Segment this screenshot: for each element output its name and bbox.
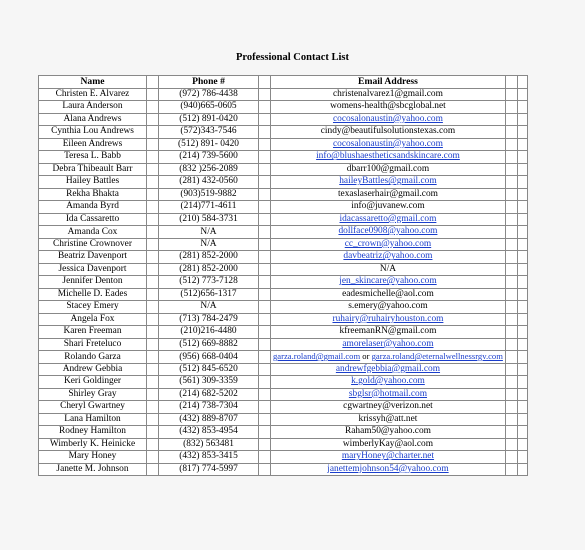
contact-name: Jessica Davenport [39, 263, 147, 276]
spacer-cell [517, 176, 527, 189]
email-text: dbarr100@gmail.com [346, 163, 430, 174]
spacer-cell [147, 188, 159, 201]
spacer-cell [259, 76, 271, 89]
spacer-cell [517, 326, 527, 339]
email-text: christenalvarez1@gmail.com [333, 88, 443, 99]
spacer-cell [147, 126, 159, 139]
contact-email[interactable] [271, 151, 506, 164]
table-row [39, 163, 528, 176]
spacer-cell [517, 338, 527, 351]
email-link[interactable]: janettemjohnson54@yahoo.com [327, 463, 449, 474]
table-row [39, 101, 528, 114]
table-row [39, 138, 528, 151]
contact-phone: (210) 584-3731 [159, 213, 259, 226]
spacer-cell [505, 376, 517, 389]
contact-phone: (512) 773-7128 [159, 276, 259, 289]
spacer-cell [147, 88, 159, 101]
spacer-cell [147, 226, 159, 239]
spacer-cell [147, 151, 159, 164]
spacer-cell [259, 351, 271, 364]
contact-email [271, 288, 506, 301]
email-text: info@juvanew.com [351, 201, 425, 212]
contact-name: Keri Goldinger [39, 376, 147, 389]
contact-name: Eileen Andrews [39, 138, 147, 151]
spacer-cell [505, 226, 517, 239]
table-row [39, 463, 528, 476]
contact-phone: (214)771-4611 [159, 201, 259, 214]
table-row [39, 276, 528, 289]
contact-email[interactable] [271, 313, 506, 326]
spacer-cell [517, 251, 527, 264]
spacer-cell [147, 101, 159, 114]
table-row [39, 363, 528, 376]
spacer-cell [505, 88, 517, 101]
header-email: Email Address [271, 76, 506, 89]
spacer-cell [147, 201, 159, 214]
spacer-cell [147, 401, 159, 414]
email-text: wimberlyKay@aol.com [342, 438, 434, 449]
contact-phone: (512) 845-6520 [159, 363, 259, 376]
spacer-cell [147, 276, 159, 289]
spacer-cell [259, 426, 271, 439]
contact-name: Rekha Bhakta [39, 188, 147, 201]
table-row [39, 251, 528, 264]
contact-phone: (817) 774-5997 [159, 463, 259, 476]
email-link[interactable]: sbglsr@hotmail.com [348, 388, 428, 399]
email-link[interactable]: davbeatriz@yahoo.com [343, 251, 433, 262]
contact-email[interactable] [271, 113, 506, 126]
contact-name: Laura Anderson [39, 101, 147, 114]
contact-name: Mary Honey [39, 451, 147, 464]
contact-phone: (432) 853-4954 [159, 426, 259, 439]
table-row [39, 313, 528, 326]
spacer-cell [505, 326, 517, 339]
email-link[interactable]: idacassaretto@gmail.com [339, 213, 437, 224]
or-separator: or [362, 351, 370, 361]
spacer-cell [259, 451, 271, 464]
spacer-cell [259, 213, 271, 226]
spacer-cell [147, 238, 159, 251]
contact-email[interactable] [271, 213, 506, 226]
table-row [39, 438, 528, 451]
spacer-cell [259, 101, 271, 114]
spacer-cell [147, 113, 159, 126]
contact-email [271, 263, 506, 276]
spacer-cell [517, 238, 527, 251]
spacer-cell [517, 376, 527, 389]
email-text: eadesmichelle@aol.com [342, 288, 434, 299]
contact-phone: (512)656-1317 [159, 288, 259, 301]
spacer-cell [259, 313, 271, 326]
spacer-cell [259, 238, 271, 251]
spacer-cell [259, 163, 271, 176]
contact-name: Amanda Byrd [39, 201, 147, 214]
spacer-cell [505, 138, 517, 151]
spacer-cell [259, 138, 271, 151]
contact-phone: (972) 786-4438 [159, 88, 259, 101]
spacer-cell [259, 438, 271, 451]
spacer-cell [147, 138, 159, 151]
contact-email [271, 413, 506, 426]
contact-phone: (281) 852-2000 [159, 263, 259, 276]
spacer-cell [505, 251, 517, 264]
contact-rows [39, 88, 528, 476]
email-link[interactable]: cocosalonaustin@yahoo.com [332, 113, 443, 124]
contact-email [271, 401, 506, 414]
contact-phone: N/A [159, 226, 259, 239]
contact-name: Stacey Emery [39, 301, 147, 314]
contact-phone: (214) 738-7304 [159, 401, 259, 414]
spacer-cell [505, 176, 517, 189]
contact-phone: (281) 432-0560 [159, 176, 259, 189]
contact-email[interactable] [271, 388, 506, 401]
spacer-cell [517, 426, 527, 439]
contact-phone: (956) 668-0404 [159, 351, 259, 364]
contact-phone: (512) 891- 0420 [159, 138, 259, 151]
contact-email[interactable] [271, 226, 506, 239]
spacer-cell [517, 188, 527, 201]
spacer-cell [517, 163, 527, 176]
table-row [39, 238, 528, 251]
spacer-cell [259, 113, 271, 126]
spacer-cell [259, 263, 271, 276]
contact-email[interactable] [271, 251, 506, 264]
contact-name: Rolando Garza [39, 351, 147, 364]
contact-phone: (832) 563481 [159, 438, 259, 451]
contact-phone: (572)343-7546 [159, 126, 259, 139]
spacer-cell [505, 426, 517, 439]
email-link[interactable]: cc_crown@yahoo.com [344, 238, 432, 249]
table-row [39, 263, 528, 276]
contact-name: Michelle D. Eades [39, 288, 147, 301]
contact-email[interactable] [271, 138, 506, 151]
contact-phone: (940)665-0605 [159, 101, 259, 114]
email-text: Raham50@yahoo.com [344, 426, 431, 437]
spacer-cell [517, 301, 527, 314]
spacer-cell [505, 401, 517, 414]
email-link[interactable]: andrewfgebbia@gmail.com [335, 363, 441, 374]
spacer-cell [517, 138, 527, 151]
contact-name: Lana Hamilton [39, 413, 147, 426]
email-text: womens-health@sbcglobal.net [330, 101, 446, 112]
email-link[interactable]: k.gold@yahoo.com [351, 376, 425, 387]
contact-name: Karen Freeman [39, 326, 147, 339]
contact-name: Janette M. Johnson [39, 463, 147, 476]
email-link[interactable]: dollface0908@yahoo.com [338, 226, 438, 236]
spacer-cell [259, 463, 271, 476]
spacer-cell [147, 463, 159, 476]
email-text: s.emery@yahoo.com [348, 301, 428, 312]
contact-email[interactable] [271, 276, 506, 289]
spacer-cell [517, 76, 527, 89]
contact-phone: (432) 889-8707 [159, 413, 259, 426]
email-text: cindy@beautifulsolutionstexas.com [320, 126, 456, 137]
spacer-cell [147, 288, 159, 301]
spacer-cell [505, 213, 517, 226]
spacer-cell [505, 338, 517, 351]
contact-email [271, 188, 506, 201]
email-link[interactable]: amorelaser@yahoo.com [342, 338, 434, 349]
spacer-cell [259, 338, 271, 351]
spacer-cell [505, 363, 517, 376]
spacer-cell [147, 351, 159, 364]
contact-name: Cheryl Gwartney [39, 401, 147, 414]
contact-name: Angela Fox [39, 313, 147, 326]
contact-phone: (214) 682-5202 [159, 388, 259, 401]
contact-name: Beatriz Davenport [39, 251, 147, 264]
contact-name: Amanda Cox [39, 226, 147, 239]
spacer-cell [147, 251, 159, 264]
contact-phone: N/A [159, 301, 259, 314]
spacer-cell [505, 301, 517, 314]
table-row [39, 451, 528, 464]
spacer-cell [259, 401, 271, 414]
contact-email[interactable] [271, 238, 506, 251]
contact-email[interactable] [271, 351, 506, 364]
contact-name: Hailey Battles [39, 176, 147, 189]
spacer-cell [517, 288, 527, 301]
contact-phone: (210)216-4480 [159, 326, 259, 339]
table-row [39, 176, 528, 189]
spacer-cell [517, 213, 527, 226]
spacer-cell [517, 88, 527, 101]
spacer-cell [517, 388, 527, 401]
spacer-cell [505, 151, 517, 164]
spacer-cell [505, 113, 517, 126]
email-link[interactable]: garza.roland@gmail.com [273, 351, 361, 361]
spacer-cell [259, 276, 271, 289]
table-row [39, 388, 528, 401]
contact-phone: (561) 309-3359 [159, 376, 259, 389]
contact-phone: (281) 852-2000 [159, 251, 259, 264]
spacer-cell [505, 313, 517, 326]
table-row [39, 326, 528, 339]
spacer-cell [505, 463, 517, 476]
contact-email [271, 326, 506, 339]
contact-name: Christen E. Alvarez [39, 88, 147, 101]
email-link[interactable]: info@blushaestheticsandskincare.com [316, 151, 460, 162]
email-text: krissyh@att.net [358, 413, 418, 424]
spacer-cell [517, 413, 527, 426]
spacer-cell [505, 388, 517, 401]
spacer-cell [259, 88, 271, 101]
spacer-cell [259, 388, 271, 401]
email-link[interactable]: cocosalonaustin@yahoo.com [332, 138, 443, 149]
spacer-cell [517, 113, 527, 126]
spacer-cell [259, 288, 271, 301]
spacer-cell [517, 201, 527, 214]
spacer-cell [505, 126, 517, 139]
table-row [39, 151, 528, 164]
contact-phone: (512) 891-0420 [159, 113, 259, 126]
spacer-cell [259, 413, 271, 426]
email-link[interactable]: garza.roland@eternalwellnessrgv.com [371, 351, 503, 361]
spacer-cell [147, 263, 159, 276]
contact-name: Wimberly K. Heinicke [39, 438, 147, 451]
email-text: kfreemanRN@gmail.com [339, 326, 437, 337]
contact-name: Shari Freteluco [39, 338, 147, 351]
table-row [39, 88, 528, 101]
contact-phone: (512) 669-8882 [159, 338, 259, 351]
contact-email[interactable] [271, 338, 506, 351]
spacer-cell [517, 101, 527, 114]
contact-email [271, 301, 506, 314]
spacer-cell [517, 438, 527, 451]
table-row [39, 401, 528, 414]
table-row [39, 201, 528, 214]
spacer-cell [147, 301, 159, 314]
spacer-cell [517, 451, 527, 464]
spacer-cell [517, 151, 527, 164]
table-row [39, 426, 528, 439]
spacer-cell [517, 351, 527, 364]
spacer-cell [505, 163, 517, 176]
spacer-cell [259, 126, 271, 139]
spacer-cell [505, 101, 517, 114]
page-title: Professional Contact List [236, 52, 349, 63]
contact-name: Andrew Gebbia [39, 363, 147, 376]
contact-email[interactable] [271, 451, 506, 464]
spacer-cell [147, 388, 159, 401]
email-link[interactable]: maryHoney@charter.net [341, 451, 435, 462]
contact-email[interactable] [271, 363, 506, 376]
table-row [39, 126, 528, 139]
spacer-cell [147, 313, 159, 326]
table-row [39, 226, 528, 239]
spacer-cell [147, 338, 159, 351]
spacer-cell [147, 438, 159, 451]
contact-name: Rodney Hamilton [39, 426, 147, 439]
contact-phone: (713) 784-2479 [159, 313, 259, 326]
table-row [39, 376, 528, 389]
contact-phone: (903)519-9882 [159, 188, 259, 201]
contact-email [271, 426, 506, 439]
spacer-cell [505, 238, 517, 251]
email-text: N/A [379, 263, 397, 274]
email-text: texaslaserhair@gmail.com [337, 188, 438, 199]
table-row [39, 188, 528, 201]
spacer-cell [259, 363, 271, 376]
email-link[interactable]: haileyBattles@gmail.com [339, 176, 437, 187]
contact-email [271, 438, 506, 451]
contact-name: Shirley Gray [39, 388, 147, 401]
email-text: cgwartney@verizon.net [343, 401, 433, 412]
spacer-cell [505, 188, 517, 201]
spacer-cell [505, 263, 517, 276]
spacer-cell [147, 213, 159, 226]
spacer-cell [259, 176, 271, 189]
table-row [39, 288, 528, 301]
table-row [39, 213, 528, 226]
spacer-cell [259, 251, 271, 264]
table-row [39, 351, 528, 364]
spacer-cell [517, 401, 527, 414]
spacer-cell [505, 451, 517, 464]
contact-email [271, 163, 506, 176]
spacer-cell [505, 351, 517, 364]
contact-phone: (214) 739-5600 [159, 151, 259, 164]
spacer-cell [505, 76, 517, 89]
contact-phone: (832 )256-2089 [159, 163, 259, 176]
spacer-cell [517, 263, 527, 276]
contact-email [271, 88, 506, 101]
contact-phone: N/A [159, 238, 259, 251]
spacer-cell [147, 176, 159, 189]
spacer-cell [517, 126, 527, 139]
spacer-cell [505, 276, 517, 289]
spacer-cell [147, 163, 159, 176]
contact-table [38, 75, 528, 476]
header-phone: Phone # [159, 76, 259, 89]
contact-email[interactable] [271, 376, 506, 389]
contact-name: Christine Crownover [39, 238, 147, 251]
email-link[interactable]: ruhairy@ruhairyhouston.com [332, 313, 444, 324]
table-row [39, 113, 528, 126]
spacer-cell [259, 201, 271, 214]
contact-email[interactable] [271, 176, 506, 189]
spacer-cell [147, 451, 159, 464]
spacer-cell [147, 376, 159, 389]
contact-email[interactable] [271, 463, 506, 476]
contact-name: Debra Thibeault Barr [39, 163, 147, 176]
spacer-cell [259, 376, 271, 389]
spacer-cell [505, 438, 517, 451]
contact-name: Ida Cassaretto [39, 213, 147, 226]
spacer-cell [259, 226, 271, 239]
spacer-cell [505, 413, 517, 426]
spacer-cell [147, 426, 159, 439]
spacer-cell [505, 288, 517, 301]
spacer-cell [259, 188, 271, 201]
contact-name: Teresa L. Babb [39, 151, 147, 164]
contact-email [271, 126, 506, 139]
spacer-cell [147, 363, 159, 376]
header-name: Name [39, 76, 147, 89]
spacer-cell [517, 363, 527, 376]
spacer-cell [517, 463, 527, 476]
table-row [39, 413, 528, 426]
spacer-cell [505, 201, 517, 214]
spacer-cell [517, 226, 527, 239]
table-row [39, 338, 528, 351]
contact-name: Alana Andrews [39, 113, 147, 126]
table-header-row [39, 76, 528, 89]
table-row [39, 301, 528, 314]
spacer-cell [147, 76, 159, 89]
contact-name: Cynthia Lou Andrews [39, 126, 147, 139]
spacer-cell [259, 326, 271, 339]
spacer-cell [517, 276, 527, 289]
spacer-cell [259, 301, 271, 314]
contact-email [271, 101, 506, 114]
contact-phone: (432) 853-3415 [159, 451, 259, 464]
spacer-cell [259, 151, 271, 164]
spacer-cell [517, 313, 527, 326]
spacer-cell [147, 413, 159, 426]
contact-email [271, 201, 506, 214]
email-link[interactable]: jen_skincare@yahoo.com [339, 276, 437, 287]
contact-name: Jennifer Denton [39, 276, 147, 289]
spacer-cell [147, 326, 159, 339]
